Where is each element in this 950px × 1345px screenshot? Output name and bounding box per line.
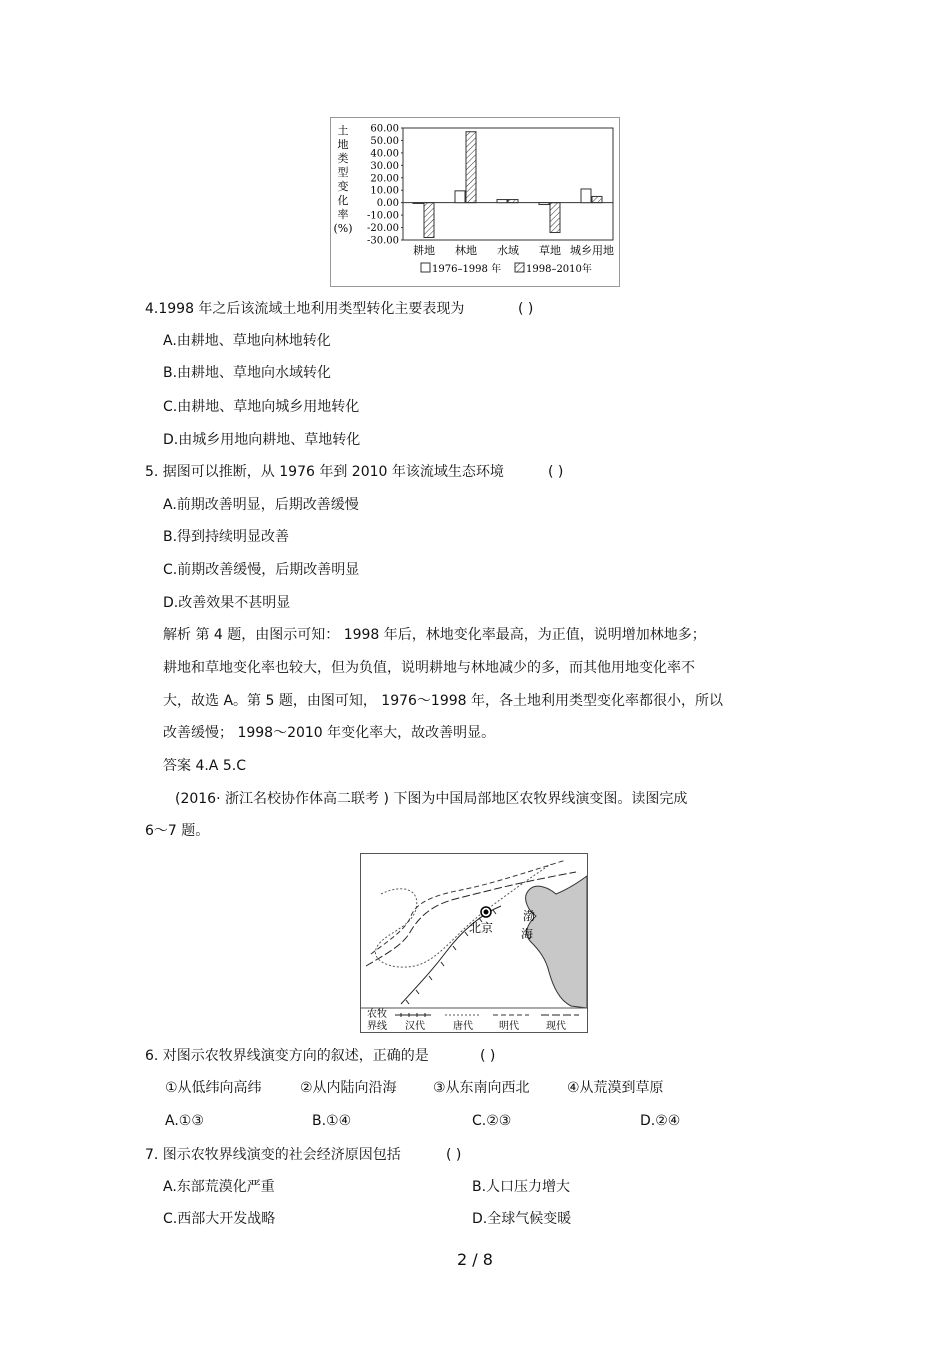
legend-han-sample (395, 1013, 431, 1017)
x-category-label: 城乡用地 (570, 244, 614, 257)
legend-han-label: 汉代 (405, 1021, 425, 1032)
y-tick-label: -30.00 (366, 235, 399, 247)
x-category-label: 水域 (497, 244, 519, 257)
bar-1976-1998 (413, 203, 423, 204)
y-axis-title-char: 变 (337, 180, 349, 193)
analysis-line-2: 耕地和草地变化率也较大，但为负值，说明耕地与林地减少的多，而其他用地变化率不 (163, 660, 695, 676)
y-axis-title-char: 率 (337, 208, 349, 221)
y-tick-label: 10.00 (370, 185, 399, 197)
y-tick-label: -20.00 (366, 223, 399, 235)
map-legend-label-1: 农牧 (367, 1009, 387, 1020)
legend-label-1976-1998: 1976–1998 年 (432, 264, 502, 275)
bar-1976-1998 (581, 189, 591, 203)
q5-option-d: D.改善效果不甚明显 (163, 595, 291, 611)
q4-stem-text: 4.1998 年之后该流域土地利用类型转化主要表现为 (145, 301, 465, 317)
y-tick-label: 40.00 (370, 148, 399, 160)
y-tick-label: 50.00 (370, 135, 399, 147)
x-category-label: 耕地 (413, 244, 435, 257)
land-use-change-chart (330, 117, 620, 287)
bar-1976-1998 (497, 200, 507, 203)
q6-option-d: D.②④ (640, 1113, 681, 1129)
analysis-line-4: 改善缓慢； 1998～2010 年变化率大，故改善明显。 (163, 725, 496, 741)
y-axis-title-char: (%) (333, 222, 353, 235)
q6-item-4: ④从荒漠到草原 (567, 1080, 664, 1096)
bar-1998-2010 (592, 196, 602, 202)
legend-tang-label: 唐代 (453, 1021, 473, 1032)
q7-stem: 7. 图示农牧界线演变的社会经济原因包括 (145, 1147, 401, 1163)
q6-item-1: ①从低纬向高纬 (165, 1080, 262, 1096)
q7-option-b: B.人口压力增大 (472, 1179, 571, 1195)
bar-1976-1998 (539, 203, 549, 205)
y-tick-label: 30.00 (370, 160, 399, 172)
y-tick-label: 20.00 (370, 173, 399, 185)
bar-1998-2010 (424, 203, 434, 238)
farming-pastoral-boundary-map (360, 853, 588, 1033)
y-axis-title-char: 型 (337, 166, 349, 179)
bar-1998-2010 (550, 203, 560, 233)
bar-1976-1998 (455, 191, 465, 203)
page-number: 2 / 8 (457, 1250, 493, 1269)
bohai-sea-shape (526, 876, 587, 1008)
q5-paren: ( ) (548, 464, 564, 480)
q4-option-b: B.由耕地、草地向水域转化 (163, 365, 332, 381)
y-axis-title-char: 地 (337, 138, 349, 151)
q5-option-b: B.得到持续明显改善 (163, 529, 290, 545)
legend-ming-label: 明代 (499, 1021, 519, 1032)
q6-item-3: ③从东南向西北 (433, 1080, 530, 1096)
analysis-line-3: 大，故选 A。第 5 题，由图可知， 1976～1998 年，各土地利用类型变化率都很小，所以 (163, 693, 723, 709)
bohai-label-2: 海 (521, 927, 534, 941)
q4-stem (145, 300, 464, 318)
legend-swatch-1976-1998 (421, 263, 430, 272)
q6-option-b: B.①④ (312, 1113, 352, 1129)
y-axis-title-char: 土 (337, 124, 349, 137)
y-tick-label: 0.00 (376, 198, 399, 210)
q7-option-c: C.西部大开发战略 (163, 1211, 276, 1227)
x-category-label: 草地 (539, 244, 561, 257)
bar-1998-2010 (466, 132, 476, 203)
q4-paren: ( ) (518, 301, 534, 317)
intro-line-1: (2016· 浙江名校协作体高二联考 ) 下图为中国局部地区农牧界线演变图。读图完成 (175, 791, 688, 807)
legend-label-1998-2010: 1998–2010年 (526, 264, 592, 275)
bar-chart-svg (331, 118, 619, 286)
q6-option-a: A.①③ (165, 1113, 204, 1129)
answer-line: 答案 4.A 5.C (163, 758, 246, 774)
q5-option-c: C.前期改善缓慢，后期改善明显 (163, 562, 360, 578)
q7-option-d: D.全球气候变暖 (472, 1211, 572, 1227)
q5-stem: 5. 据图可以推断，从 1976 年到 2010 年该流域生态环境 (145, 464, 504, 480)
q4-option-a: A.由耕地、草地向林地转化 (163, 333, 331, 349)
q7-paren: ( ) (446, 1147, 462, 1163)
y-axis-title-char: 类 (337, 152, 349, 165)
q4-option-c: C.由耕地、草地向城乡用地转化 (163, 399, 360, 415)
map-legend-label-2: 界线 (367, 1021, 387, 1032)
intro-line-2: 6～7 题。 (145, 823, 210, 839)
legend-swatch-1998-2010 (515, 263, 524, 272)
q7-option-a: A.东部荒漠化严重 (163, 1179, 275, 1195)
bohai-label-1: 渤 (523, 909, 536, 923)
y-tick-label: 60.00 (370, 123, 399, 135)
q6-option-c: C.②③ (472, 1113, 512, 1129)
map-svg (361, 854, 587, 1032)
q6-stem: 6. 对图示农牧界线演变方向的叙述，正确的是 (145, 1048, 429, 1064)
q6-item-2: ②从内陆向沿海 (300, 1080, 397, 1096)
y-tick-label: -10.00 (366, 210, 399, 222)
beijing-label: 北京 (469, 921, 494, 935)
q6-paren: ( ) (480, 1048, 496, 1064)
analysis-line-1: 解析 第 4 题，由图示可知： 1998 年后，林地变化率最高，为正值，说明增加林地多； (163, 627, 706, 643)
y-axis-title-char: 化 (337, 194, 349, 207)
x-category-label: 林地 (455, 244, 477, 257)
legend-modern-label: 现代 (546, 1021, 566, 1032)
q5-option-a: A.前期改善明显，后期改善缓慢 (163, 497, 359, 513)
q4-option-d: D.由城乡用地向耕地、草地转化 (163, 432, 361, 448)
bar-1998-2010 (508, 200, 518, 203)
